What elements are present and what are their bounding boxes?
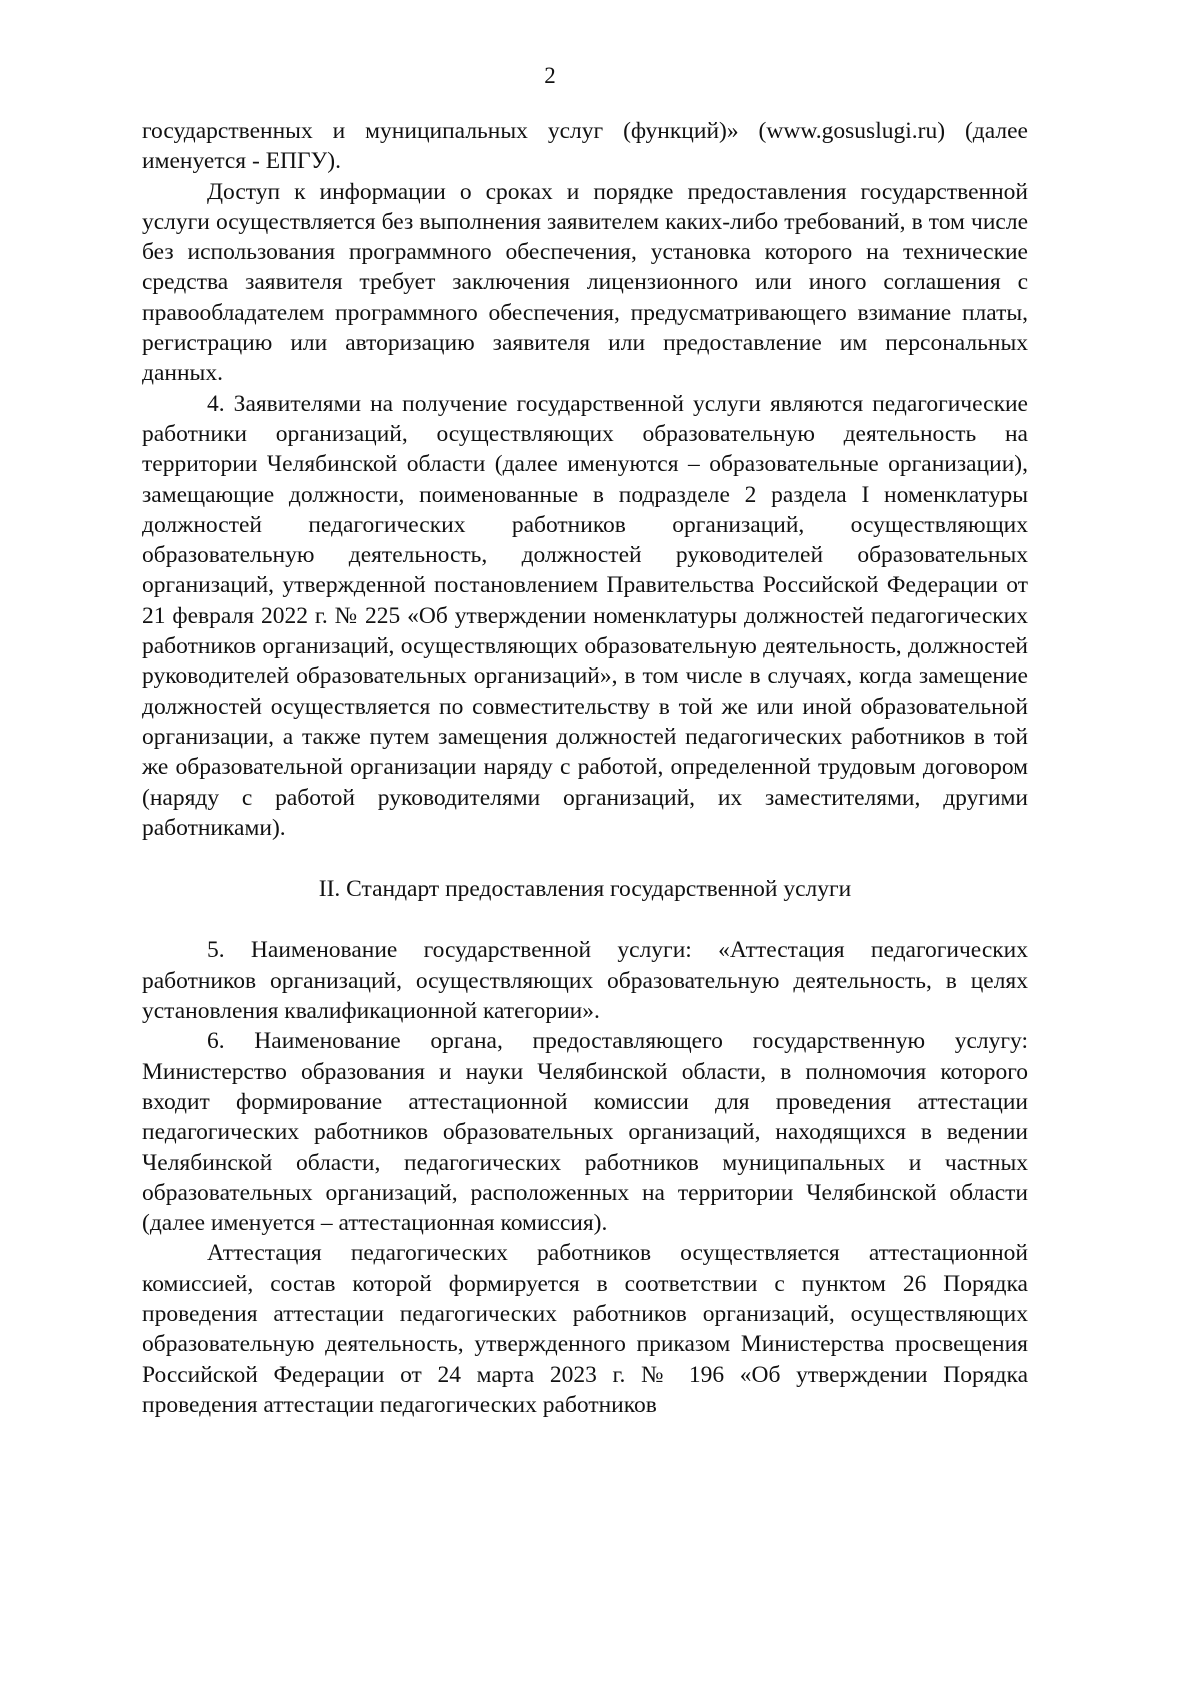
document-body: [142, 116, 1028, 1420]
section-heading: II. Стандарт предоставления государственной услуги: [318, 876, 852, 903]
paragraph-attestation: Аттестация педагогических работников осуществляется аттестационной комиссией, состав которой формируется в соответствии с пунктом 26 Порядка проведения аттестации педагогических работников организаций, осуществляющих образовательную деятельность, утвержденного приказом Министерства просвещения Российской Федерации от 24 марта 2023 г. № 196 «Об утверждении Порядка проведения аттестации педагогических работников: [142, 1240, 1028, 1418]
paragraph-continuation: государственных и муниципальных услуг (функций)» (www.gosuslugi.ru) (далее именуется - ЕПГУ).: [142, 118, 1028, 175]
paragraph-access-info: Доступ к информации о сроках и порядке предоставления государственной услуги осуществляется без выполнения заявителем каких-либо требований, в том числе без использования программного обеспечения, установка которого на технические средства заявителя требует заключения лицензионного или иного соглашения с правообладателем программного обеспечения, предусматривающего взимание платы, регистрацию или авторизацию заявителя или предоставление им персональных данных.: [142, 178, 1028, 387]
page-number: 2: [544, 63, 556, 88]
paragraph-item-5: 5. Наименование государственной услуги: «Аттестация педагогических работников организаций, осуществляющих образовательную деятельность, в целях установления квалификационной категории».: [142, 937, 1028, 1025]
paragraph-item-4: 4. Заявителями на получение государственной услуги являются педагогические работники организаций, осуществляющих образовательную деятельность на территории Челябинской области (далее именуются – образовательные организации), замещающие должности, поименованные в подразделе 2 раздела I номенклатуры должностей педагогических работников организаций, осуществляющих образовательную деятельность, должностей руководителей образовательных организаций, утвержденной постановлением Правительства Российской Федерации от 21 февраля 2022 г. № 225 «Об утверждении номенклатуры должностей педагогических работников организаций, осуществляющих образовательную деятельность, должностей руководителей образовательных организаций», в том числе в случаях, когда замещение должностей осуществляется по совместительству в той же или иной образовательной организации, а также путем замещения должностей педагогических работников в той же образовательной организации наряду с работой, определенной трудовым договором (наряду с работой руководителями организаций, их заместителями, другими работниками).: [142, 390, 1028, 841]
paragraph-item-6: 6. Наименование органа, предоставляющего государственную услугу: Министерство образования и науки Челябинской области, в полномочия которого входит формирование аттестационной комиссии для проведения аттестации педагогических работников образовательных организаций, находящихся в ведении Челябинской области, педагогических работников муниципальных и частных образовательных организаций, расположенных на территории Челябинской области (далее именуется – аттестационная комиссия).: [142, 1028, 1028, 1237]
